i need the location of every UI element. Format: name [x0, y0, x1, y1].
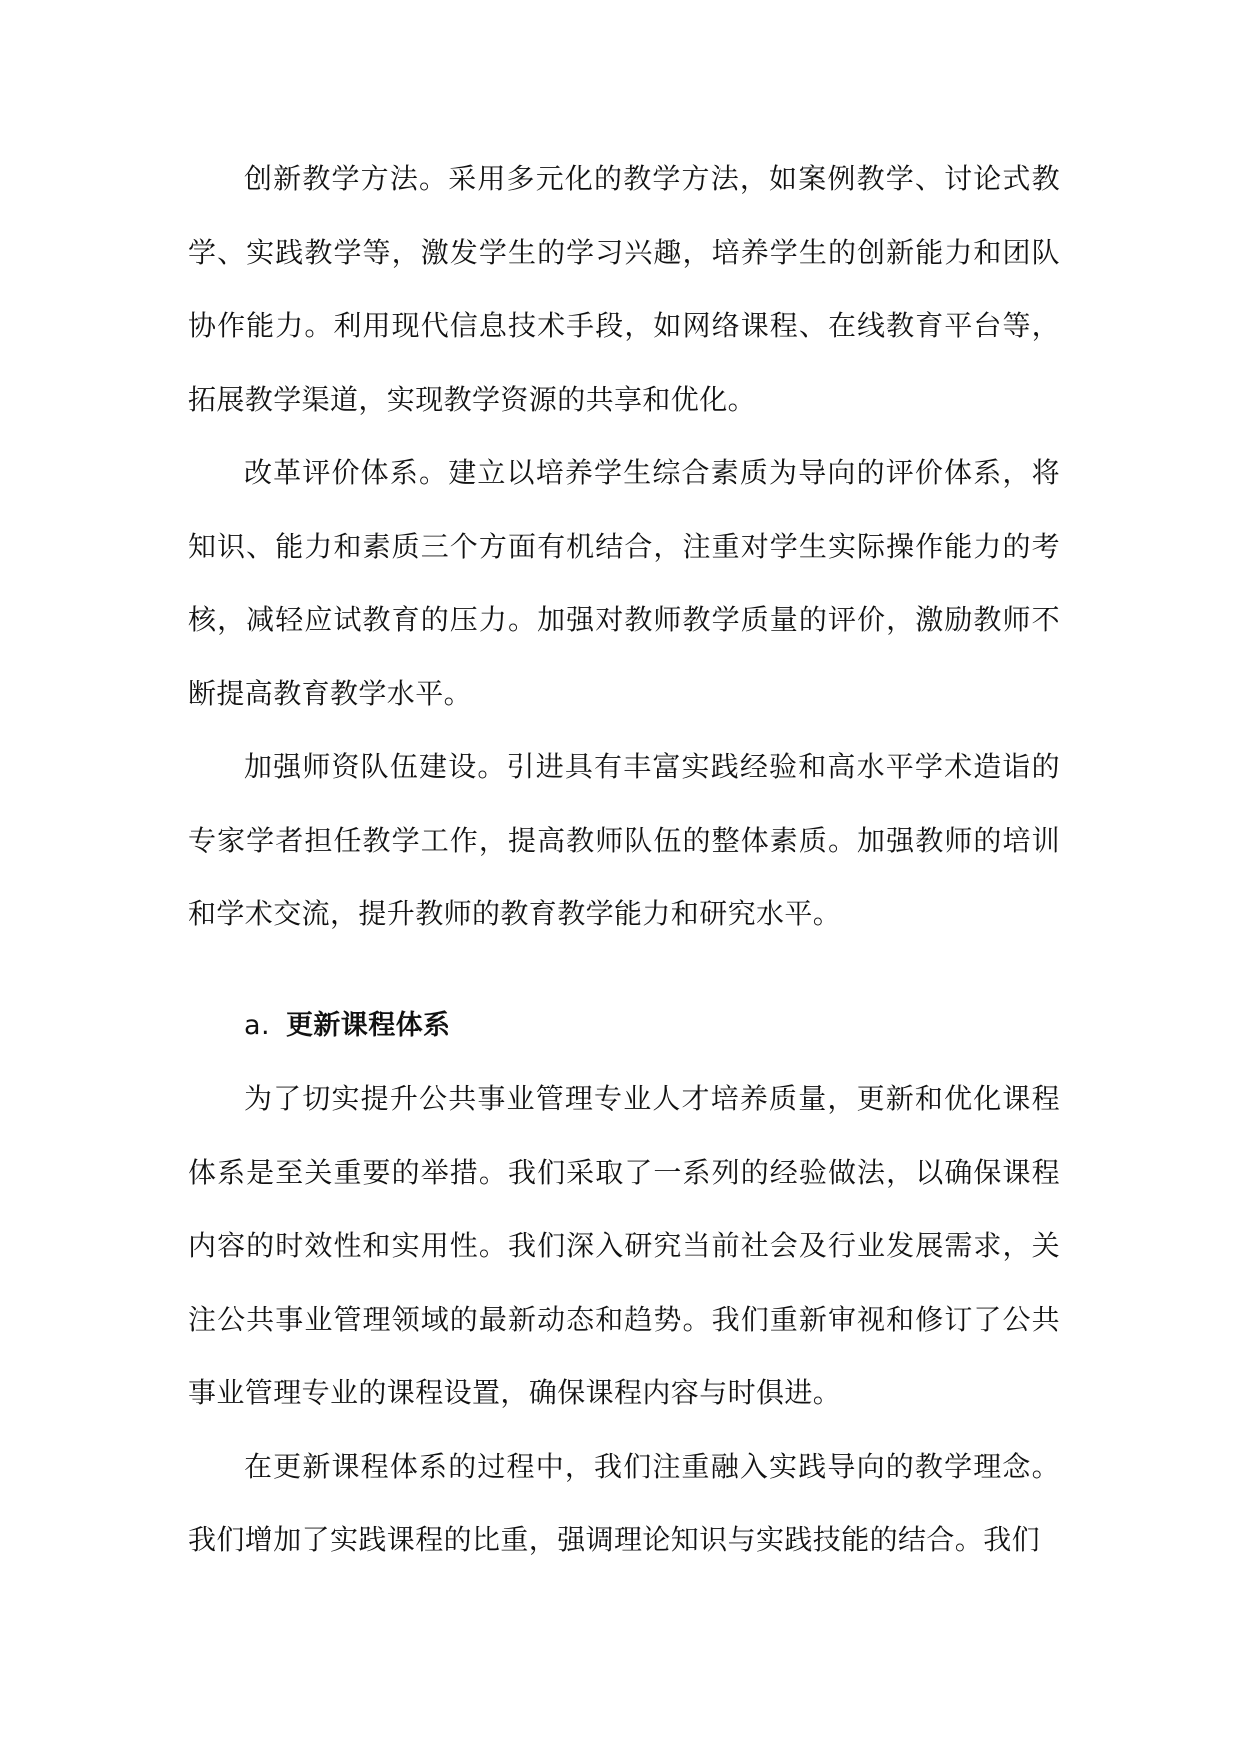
paragraph-teaching-methods: 创新教学方法。采用多元化的教学方法，如案例教学、讨论式教学、实践教学等，激发学生的学习兴趣，培养学生的创新能力和团队协作能力。利用现代信息技术手段，如网络课程、在线教育平台等，拓展教学渠道，实现教学资源的共享和优化。 — [188, 162, 1060, 416]
section-heading-title: 更新课程体系 — [286, 1009, 451, 1041]
paragraph-evaluation-reform: 改革评价体系。建立以培养学生综合素质为导向的评价体系，将知识、能力和素质三个方面有机结合，注重对学生实际操作能力的考核，减轻应试教育的压力。加强对教师教学质量的评价，激励教师不断提高教育教学水平。 — [188, 456, 1060, 710]
document-body — [188, 142, 1060, 1577]
paragraph-faculty-building: 加强师资队伍建设。引进具有丰富实践经验和高水平学术造诣的专家学者担任教学工作，提高教师队伍的整体素质。加强教师的培训和学术交流，提升教师的教育教学能力和研究水平。 — [188, 750, 1060, 930]
section-heading — [244, 989, 1060, 1063]
paragraph-curriculum-update: 为了切实提升公共事业管理专业人才培养质量，更新和优化课程体系是至关重要的举措。我们采取了一系列的经验做法，以确保课程内容的时效性和实用性。我们深入研究当前社会及行业发展需求，关注公共事业管理领域的最新动态和趋势。我们重新审视和修订了公共事业管理专业的课程设置，确保课程内容与时俱进。 — [188, 1082, 1060, 1409]
paragraph-practice-oriented: 在更新课程体系的过程中，我们注重融入实践导向的教学理念。我们增加了实践课程的比重，强调理论知识与实践技能的结合。我们 — [188, 1449, 1060, 1556]
section-heading-marker: a. — [244, 1009, 270, 1041]
